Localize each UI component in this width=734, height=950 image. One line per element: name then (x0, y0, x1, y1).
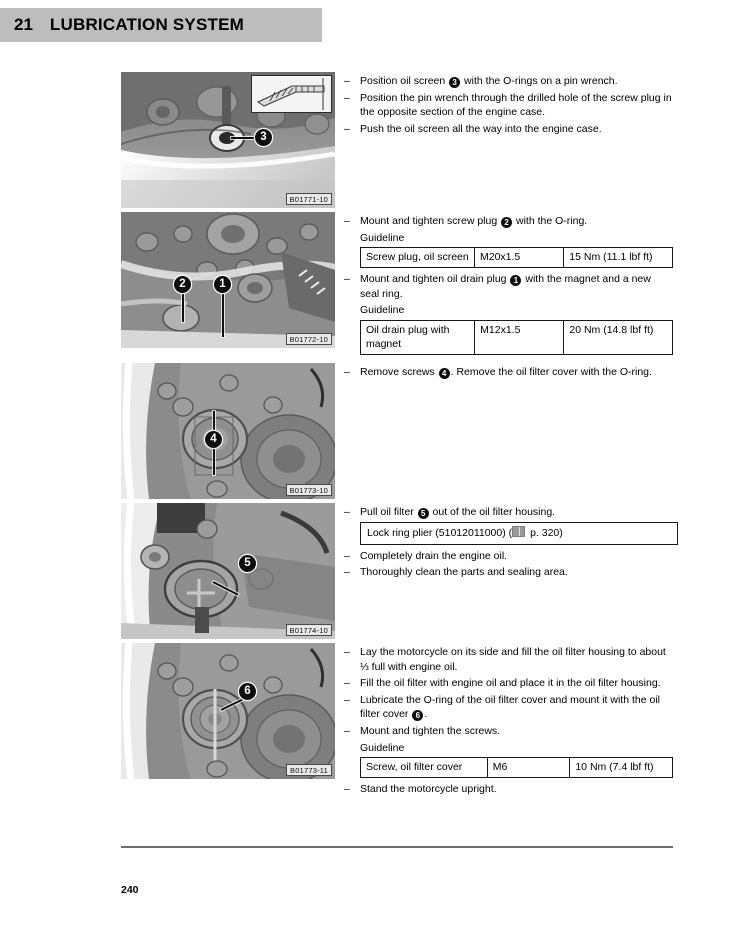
table-cell-torque: 10 Nm (7.4 lbf ft) (570, 758, 673, 778)
steps-2 (344, 212, 673, 359)
figure-3 (121, 363, 335, 499)
figure-2 (121, 212, 335, 348)
guideline-label: Guideline (360, 231, 405, 244)
step-item (344, 565, 678, 580)
step-text: Stand the motorcycle upright. (360, 783, 497, 796)
figure-5-callout-6: 6 (239, 683, 256, 700)
procedure-block-5 (121, 643, 673, 799)
page-content (121, 72, 673, 803)
table-cell-thread: M12x1.5 (475, 320, 564, 354)
table-row (361, 758, 673, 778)
step-text: Push the oil screen all the way into the engine case. (360, 122, 602, 135)
step-item (344, 693, 673, 722)
figure-4 (121, 503, 335, 639)
photo-4-graphic (121, 503, 335, 639)
step-text-post: with the O-ring. (513, 215, 588, 227)
step-text (360, 74, 673, 89)
step-dash: – (344, 365, 350, 378)
step-dash: – (344, 783, 350, 796)
figure-2-caption: B01772-10 (286, 333, 333, 345)
step-dash: – (344, 677, 350, 690)
step-item (344, 505, 678, 520)
inline-callout-5: 5 (418, 508, 429, 519)
figure-1-inset (251, 75, 332, 113)
step-item (344, 365, 673, 380)
step-item (344, 91, 673, 120)
figure-1-caption: B01771-10 (286, 193, 333, 205)
figure-4-caption: B01774-10 (286, 624, 333, 636)
step-text-post: . Remove the oil filter cover with the O-ring. (450, 365, 652, 378)
procedure-block-3 (121, 363, 673, 499)
steps-5 (344, 643, 673, 799)
step-text-pre: Position oil screen (360, 75, 449, 87)
step-text (360, 272, 673, 301)
table-cell-component: Oil drain plug with magnet (361, 320, 475, 354)
step-item (344, 724, 673, 739)
inline-callout-1: 1 (510, 275, 521, 286)
figure-2-leader-right (222, 292, 224, 337)
table-row (361, 248, 673, 268)
step-dash: – (344, 549, 350, 562)
photo-5 (121, 643, 335, 779)
step-text-pre: Pull oil filter (360, 505, 417, 518)
tool-text-before: Lock ring plier (51012011000) ( (367, 526, 513, 539)
table-row (361, 320, 673, 354)
figure-3-caption: B01773-10 (286, 484, 333, 496)
step-dash: – (344, 122, 350, 135)
step-text (360, 365, 673, 380)
table-cell-torque: 15 Nm (11.1 lbf ft) (564, 248, 673, 268)
step-text: Lay the motorcycle on its side and fill the oil filter housing to about ⅓ full with engine oil. (360, 645, 666, 673)
figure-1-inset-graphic (252, 76, 331, 112)
step-text: Fill the oil filter with engine oil and place it in the oil filter housing. (360, 677, 661, 690)
step-dash: – (344, 273, 350, 286)
guideline-label: Guideline (360, 304, 405, 317)
step-item (344, 676, 673, 691)
guideline-label: Guideline (360, 741, 405, 754)
figure-5 (121, 643, 335, 779)
inline-callout-3: 3 (449, 77, 460, 88)
step-text-post: with the magnet and a new seal ring. (360, 273, 651, 300)
step-text (360, 693, 673, 722)
inline-callout-4: 4 (439, 368, 450, 379)
step-item (344, 214, 673, 229)
step-text-pre: Mount and tighten screw plug (360, 215, 501, 227)
figure-5-caption: B01773-11 (286, 764, 332, 776)
footer-rule (121, 846, 673, 848)
step-text-post: with the O-rings on a pin wrench. (461, 75, 618, 87)
step-dash: – (344, 91, 350, 104)
step-text: Mount and tighten the screws. (360, 724, 501, 737)
figure-1 (121, 72, 335, 208)
step-item (344, 74, 673, 89)
figure-2-callout-1: 1 (214, 276, 231, 293)
procedure-block-4 (121, 503, 673, 639)
step-text-post: . (424, 708, 428, 721)
page-number: 240 (121, 884, 139, 896)
table-cell-thread: M20x1.5 (475, 248, 564, 268)
step-text: Position the pin wrench through the drilled hole of the screw plug in the opposite section of the engine case. (360, 91, 672, 119)
table-cell-thread: M6 (487, 758, 570, 778)
step-dash: – (344, 505, 350, 518)
step-text (360, 214, 673, 229)
step-text: Thoroughly clean the parts and sealing area. (360, 566, 568, 579)
step-dash: – (344, 215, 350, 227)
steps-1 (344, 72, 673, 138)
step-dash: – (344, 724, 350, 737)
figure-3-callout-4: 4 (205, 431, 222, 448)
chapter-title: LUBRICATION SYSTEM (49, 15, 244, 34)
photo-3-graphic (121, 363, 335, 499)
step-text: Completely drain the engine oil. (360, 549, 508, 562)
figure-1-callout-3: 3 (255, 129, 272, 146)
guideline-table-oil-drain-plug (360, 320, 673, 355)
step-item (344, 782, 673, 797)
steps-3 (344, 363, 673, 382)
inline-callout-2: 2 (501, 217, 512, 228)
book-icon (512, 526, 525, 537)
chapter-number: 21 (14, 15, 33, 34)
step-text-pre: Mount and tighten oil drain plug (360, 273, 510, 286)
figure-2-callout-2: 2 (174, 276, 191, 293)
guideline-table-filter-cover-screw (360, 757, 673, 778)
step-item (344, 122, 673, 137)
step-dash: – (344, 693, 350, 706)
photo-5-graphic (121, 643, 335, 779)
step-text-pre: Remove screws (360, 365, 438, 378)
figure-4-callout-5: 5 (239, 555, 256, 572)
procedure-block-2 (121, 212, 673, 359)
step-item (344, 645, 673, 674)
photo-4 (121, 503, 335, 639)
photo-3 (121, 363, 335, 499)
table-cell-component: Screw, oil filter cover (361, 758, 488, 778)
step-item (344, 272, 673, 301)
step-item (344, 549, 678, 564)
inline-callout-6: 6 (412, 710, 423, 721)
step-text (360, 505, 678, 520)
chapter-header (0, 8, 322, 42)
figure-1-leader (231, 137, 255, 139)
guideline-table-screw-plug (360, 247, 673, 268)
step-dash: – (344, 566, 350, 579)
steps-4 (344, 503, 678, 582)
table-cell-torque: 20 Nm (14.8 lbf ft) (564, 320, 673, 354)
tool-reference-box[interactable] (360, 522, 678, 545)
figure-2-leader-left (182, 292, 184, 322)
tool-text-after: p. 320) (527, 526, 563, 539)
table-cell-component: Screw plug, oil screen (361, 248, 475, 268)
step-text-post: out of the oil filter housing. (429, 505, 556, 518)
step-text-pre: Lubricate the O-ring of the oil filter cover and mount it with the oil filter cover (360, 693, 660, 721)
step-dash: – (344, 75, 350, 87)
step-dash: – (344, 645, 350, 658)
procedure-block-1 (121, 72, 673, 208)
